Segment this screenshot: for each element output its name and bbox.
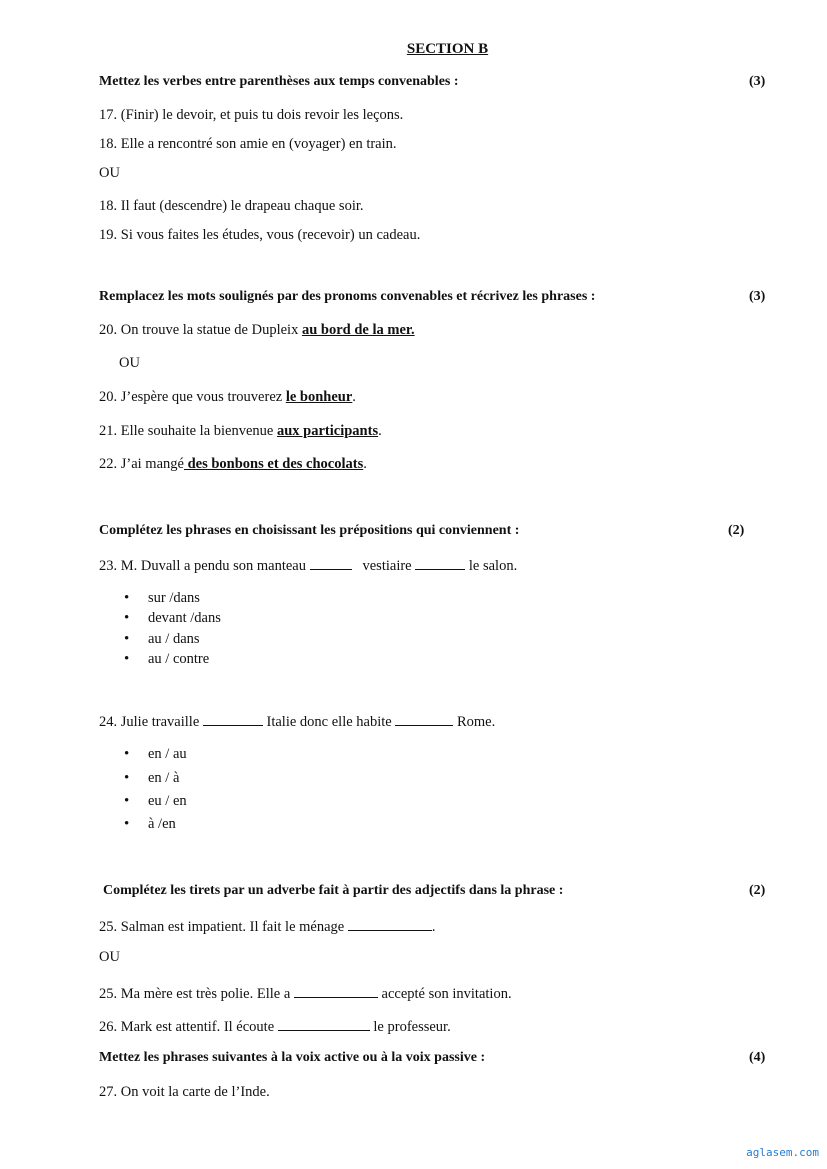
- question-27: 27. On voit la carte de l’Inde.: [99, 1084, 270, 1100]
- instruction-pronouns: Remplacez les mots soulignés par des pronoms convenables et récrivez les phrases :: [99, 289, 596, 304]
- bullet-icon: •: [124, 793, 130, 809]
- question-25a: [99, 916, 435, 936]
- question-25b: [99, 983, 512, 1003]
- text: 25. Salman est impatient. Il fait le ménage: [99, 919, 348, 935]
- text: le professeur.: [369, 1019, 451, 1035]
- option-item: [124, 651, 209, 668]
- question-21: [99, 423, 382, 440]
- footer-watermark: aglasem.com: [746, 1146, 819, 1159]
- text: Rome.: [453, 714, 496, 730]
- marks-adverbs: (2): [749, 883, 766, 898]
- option-label: au / dans: [148, 631, 200, 647]
- instruction-voice: Mettez les phrases suivantes à la voix active ou à la voix passive :: [99, 1050, 486, 1065]
- question-23: [99, 555, 517, 575]
- text: accepté son invitation.: [377, 986, 512, 1002]
- text: .: [378, 423, 382, 439]
- blank: [415, 555, 465, 570]
- option-label: à /en: [148, 816, 176, 832]
- blank: [203, 711, 263, 726]
- marks-voice: (4): [749, 1050, 766, 1065]
- option-label: sur /dans: [148, 590, 200, 606]
- text: .: [352, 389, 356, 405]
- marks-pronouns: (3): [749, 289, 766, 304]
- option-item: [124, 793, 187, 810]
- question-24: [99, 711, 495, 731]
- text: .: [363, 456, 367, 472]
- option-label: eu / en: [148, 793, 187, 809]
- text: vestiaire: [362, 558, 416, 574]
- blank: [395, 711, 453, 726]
- text: Italie donc elle habite: [262, 714, 396, 730]
- blank: [310, 555, 352, 570]
- text: 20. On trouve la statue de Dupleix: [99, 322, 302, 338]
- question-22: [99, 456, 367, 473]
- bullet-icon: •: [124, 631, 130, 647]
- or-label: OU: [119, 355, 140, 371]
- underlined-text: des bonbons et des chocolats: [183, 456, 364, 472]
- underlined-text: aux participants: [276, 423, 379, 439]
- blank: [278, 1016, 370, 1031]
- marks-verbs: (3): [749, 74, 766, 89]
- option-label: en / à: [148, 770, 180, 786]
- question-20b: [99, 389, 356, 406]
- instruction-adverbs: Complétez les tirets par un adverbe fait à partir des adjectifs dans la phrase :: [103, 883, 564, 898]
- question-18a: 18. Elle a rencontré son amie en (voyager) en train.: [99, 136, 397, 152]
- option-label: en / au: [148, 746, 187, 762]
- question-19: 19. Si vous faites les études, vous (recevoir) un cadeau.: [99, 227, 421, 243]
- question-26: [99, 1016, 451, 1036]
- bullet-icon: •: [124, 770, 130, 786]
- section-title: SECTION B: [406, 41, 489, 57]
- question-20a: [99, 322, 415, 339]
- text: 25. Ma mère est très polie. Elle a: [99, 986, 294, 1002]
- or-label: OU: [99, 949, 120, 965]
- text: 21. Elle souhaite la bienvenue: [99, 423, 277, 439]
- bullet-icon: •: [124, 610, 130, 626]
- underlined-text: le bonheur: [285, 389, 353, 405]
- bullet-icon: •: [124, 651, 130, 667]
- text: 26. Mark est attentif. Il écoute: [99, 1019, 278, 1035]
- question-18b: 18. Il faut (descendre) le drapeau chaque soir.: [99, 198, 364, 214]
- option-item: [124, 610, 221, 627]
- text: 24. Julie travaille: [99, 714, 203, 730]
- option-item: [124, 590, 200, 607]
- text: .: [431, 919, 436, 935]
- bullet-icon: •: [124, 816, 130, 832]
- option-label: devant /dans: [148, 610, 221, 626]
- text: 23. M. Duvall a pendu son manteau: [99, 558, 310, 574]
- option-item: [124, 631, 200, 648]
- underlined-text: au bord de la mer.: [301, 322, 415, 338]
- option-item: [124, 746, 187, 763]
- text: 22. J’ai mangé: [99, 456, 184, 472]
- or-label: OU: [99, 165, 120, 181]
- instruction-prepositions: Complétez les phrases en choisissant les prépositions qui conviennent :: [99, 523, 520, 538]
- option-item: [124, 816, 176, 833]
- option-label: au / contre: [148, 651, 210, 667]
- text: le salon.: [465, 558, 518, 574]
- bullet-icon: •: [124, 746, 130, 762]
- blank: [294, 983, 378, 998]
- text: [352, 558, 363, 574]
- option-item: [124, 770, 179, 787]
- bullet-icon: •: [124, 590, 130, 606]
- blank: [348, 916, 432, 931]
- marks-prepositions: (2): [728, 523, 745, 538]
- instruction-verbs: Mettez les verbes entre parenthèses aux temps convenables :: [99, 74, 459, 89]
- question-17: 17. (Finir) le devoir, et puis tu dois revoir les leçons.: [99, 107, 404, 123]
- text: 20. J’espère que vous trouverez: [99, 389, 286, 405]
